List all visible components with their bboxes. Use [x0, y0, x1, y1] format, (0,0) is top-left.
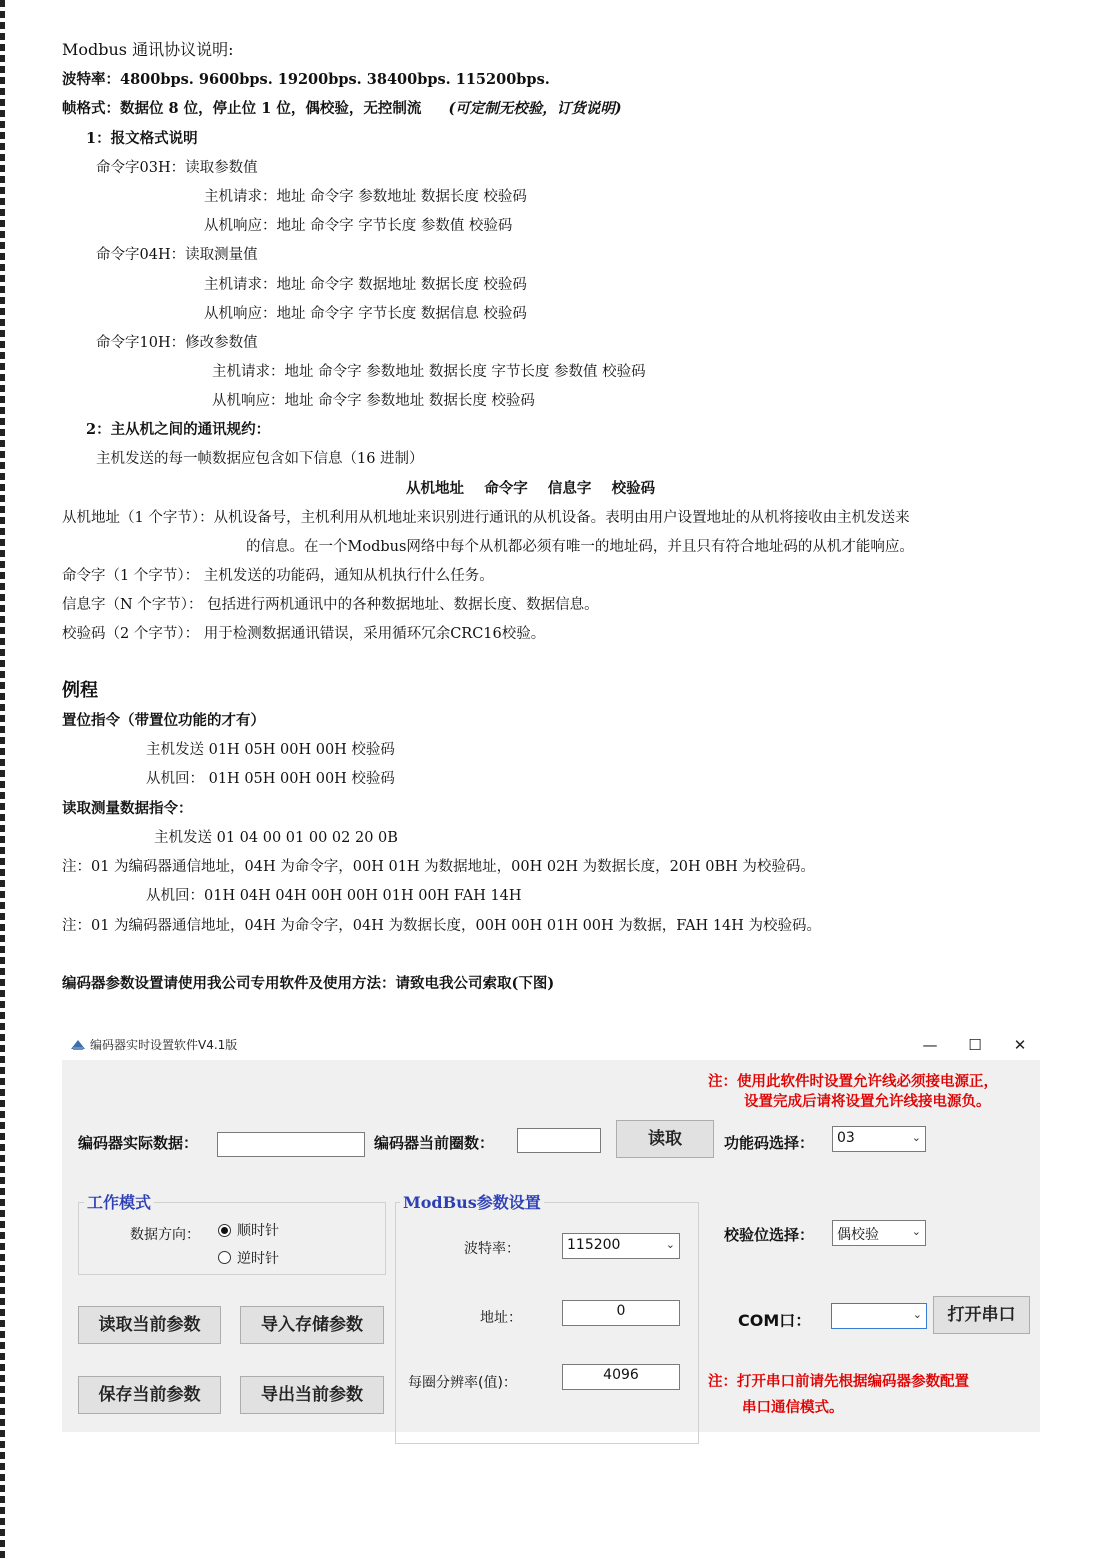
com-port-select[interactable] [831, 1303, 927, 1329]
settings-software-window [62, 1030, 1040, 1432]
actual-data-label: 编码器实际数据： [78, 1134, 199, 1152]
cmd03-response: 从机响应：地址 命令字 字节长度 参数值 校验码 [204, 218, 513, 234]
current-turns-field[interactable] [517, 1128, 601, 1153]
current-turns-label: 编码器当前圈数： [374, 1134, 495, 1152]
baud-rate-label: 波特率： [464, 1241, 520, 1257]
chevron-down-icon: ⌄ [911, 1225, 921, 1238]
software-note: 编码器参数设置请使用我公司专用软件及使用方法：请致电我公司索取(下图) [62, 975, 555, 992]
example-title: 例程 [62, 680, 98, 701]
cmd03-title: 命令字03H：读取参数值 [96, 160, 258, 176]
slave-address-def-cont: 的信息。在一个Modbus网络中每个从机都必须有唯一的地址码，并且只有符合地址码的从机才能响应。 [246, 539, 914, 555]
read-command-note-2: 注：01 为编码器通信地址，04H 为命令字，04H 为数据长度，00H 00H 01H 00H 为数据，FAH 14H 为校验码。 [62, 918, 822, 934]
minimize-button[interactable]: — [922, 1036, 938, 1054]
cmd03-request: 主机请求：地址 命令字 参数地址 数据长度 校验码 [204, 189, 527, 205]
close-button[interactable]: ✕ [1013, 1036, 1027, 1054]
parity-value: 偶校验 [837, 1227, 879, 1243]
function-code-label: 功能码选择： [724, 1134, 815, 1152]
chevron-down-icon: ⌄ [912, 1308, 922, 1321]
port-note-line-2: 串口通信模式。 [742, 1400, 844, 1416]
import-params-button[interactable]: 导入存储参数 [240, 1306, 384, 1344]
baud-rate-line: 波特率：4800bps. 9600bps. 19200bps. 38400bps. 115200bps. [62, 71, 550, 88]
counterclockwise-radio[interactable] [218, 1251, 231, 1264]
read-button[interactable]: 读取 [616, 1120, 714, 1158]
chevron-down-icon: ⌄ [911, 1131, 921, 1144]
actual-data-field[interactable] [217, 1132, 365, 1157]
cmd10-request: 主机请求：地址 命令字 参数地址 数据长度 字节长度 参数值 校验码 [212, 364, 646, 380]
window-client-area [62, 1060, 1040, 1432]
cmd04-request: 主机请求：地址 命令字 数据地址 数据长度 校验码 [204, 277, 527, 293]
read-command-send: 主机发送 01 04 00 01 00 02 20 0B [154, 830, 398, 846]
modbus-settings-title: ModBus参数设置 [400, 1190, 544, 1213]
com-port-label: COM口： [738, 1311, 812, 1330]
slave-address-def: 从机地址（1 个字节）：从机设备号，主机利用从机地址来识别进行通讯的从机设备。表明由用户设置地址的从机将接收由主机发送来 [62, 510, 910, 526]
save-params-button[interactable]: 保存当前参数 [78, 1376, 221, 1414]
maximize-button[interactable]: ☐ [968, 1036, 982, 1054]
clockwise-label: 顺时针 [237, 1223, 279, 1239]
parity-select[interactable] [832, 1220, 926, 1246]
resolution-label: 每圈分辨率(值)： [408, 1375, 517, 1391]
crc-def: 校验码（2 个字节）： 用于检测数据通讯错误，采用循环冗余CRC16校验。 [62, 626, 546, 642]
set-command-reply: 从机回： 01H 05H 00H 00H 校验码 [146, 771, 395, 787]
cmd10-title: 命令字10H：修改参数值 [96, 335, 258, 351]
read-command-note-1: 注：01 为编码器通信地址，04H 为命令字，00H 01H 为数据地址，00H 02H 为数据长度，20H 0BH 为校验码。 [62, 859, 815, 875]
frame-format-note: (可定制无校验，订货说明) [448, 100, 622, 117]
info-def: 信息字（N 个字节）： 包括进行两机通讯中的各种数据地址、数据长度、数据信息。 [62, 597, 599, 613]
power-warning-line-1: 注：使用此软件时设置允许线必须接电源正， [708, 1074, 998, 1090]
parity-label: 校验位选择： [724, 1226, 815, 1244]
data-direction-label: 数据方向： [130, 1227, 200, 1243]
baud-rate-value: 115200 [567, 1237, 621, 1253]
read-command-title: 读取测量数据指令： [62, 800, 193, 817]
open-port-button[interactable]: 打开串口 [933, 1296, 1030, 1334]
function-code-value: 03 [837, 1130, 855, 1146]
app-icon [70, 1037, 86, 1051]
work-mode-title: 工作模式 [84, 1190, 154, 1213]
baud-rate-select[interactable] [562, 1233, 680, 1259]
frame-info-line: 主机发送的每一帧数据应包含如下信息（16 进制） [96, 451, 424, 467]
function-code-select[interactable] [832, 1126, 926, 1152]
port-note-line-1: 注：打开串口前请先根据编码器参数配置 [708, 1374, 969, 1390]
cmd04-title: 命令字04H：读取测量值 [96, 247, 258, 263]
set-command-title: 置位指令（带置位功能的才有） [62, 712, 265, 729]
binding-edge [0, 0, 5, 1559]
cmd04-response: 从机响应：地址 命令字 字节长度 数据信息 校验码 [204, 306, 527, 322]
counterclockwise-label: 逆时针 [237, 1251, 279, 1267]
chevron-down-icon: ⌄ [665, 1238, 675, 1251]
read-command-reply: 从机回：01H 04H 04H 00H 00H 01H 00H FAH 14H [146, 888, 522, 904]
frame-format-text: 帧格式：数据位 8 位，停止位 1 位，偶校验，无控制流 [62, 100, 422, 117]
section-2-title: 2：主从机之间的通讯规约： [86, 421, 271, 438]
address-field[interactable]: 0 [562, 1300, 680, 1326]
section-1-title: 1：报文格式说明 [86, 130, 198, 147]
frame-fields: 从机地址 命令字 信息字 校验码 [406, 480, 656, 497]
set-command-send: 主机发送 01H 05H 00H 00H 校验码 [146, 742, 395, 758]
command-def: 命令字（1 个字节）： 主机发送的功能码，通知从机执行什么任务。 [62, 568, 494, 584]
cmd10-response: 从机响应：地址 命令字 参数地址 数据长度 校验码 [212, 393, 535, 409]
doc-heading: Modbus 通讯协议说明: [62, 40, 234, 59]
power-warning-line-2: 设置完成后请将设置允许线接电源负。 [744, 1094, 991, 1110]
frame-format-line [62, 99, 622, 119]
clockwise-radio[interactable] [218, 1224, 231, 1237]
address-label: 地址： [480, 1310, 522, 1326]
export-params-button[interactable]: 导出当前参数 [240, 1376, 384, 1414]
window-titlebar [62, 1030, 1040, 1060]
resolution-field[interactable]: 4096 [562, 1364, 680, 1390]
window-title: 编码器实时设置软件V4.1版 [90, 1038, 238, 1052]
read-params-button[interactable]: 读取当前参数 [78, 1306, 221, 1344]
